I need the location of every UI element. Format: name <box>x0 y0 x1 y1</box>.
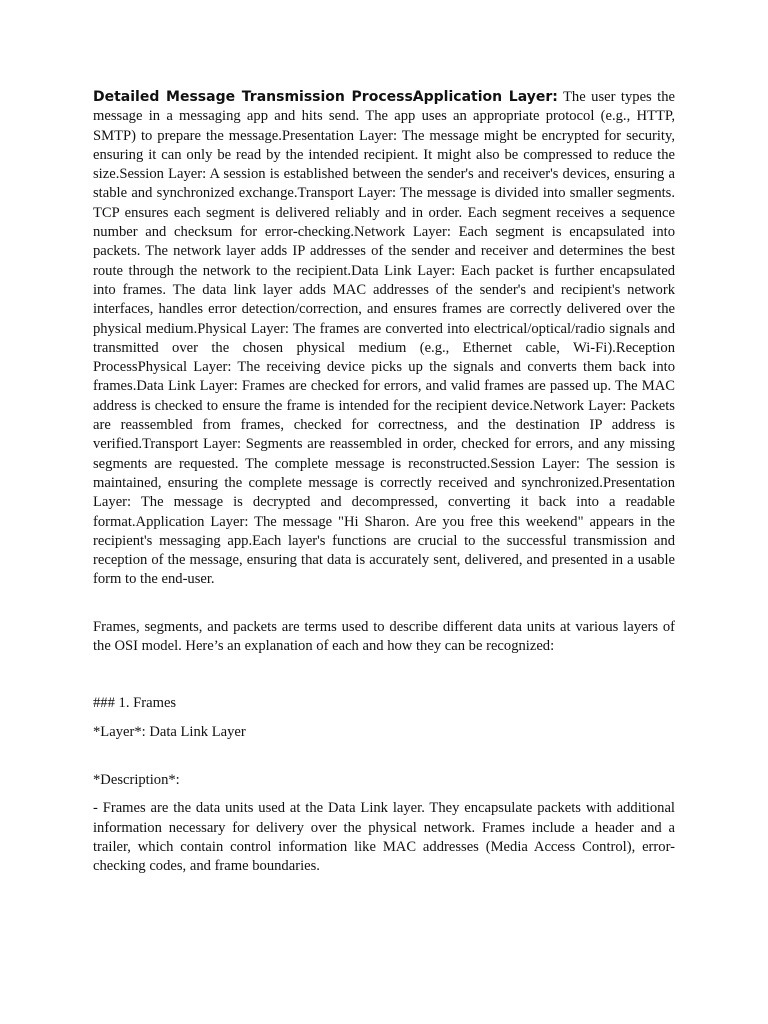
description-label: *Description*: <box>93 771 180 788</box>
intro-body-text: The user types the message in a messaging app and hits send. The app uses an appropriate protocol (e.g., HTTP, SMTP) to prepare the message.Presentation Layer: The message might be encrypted for security, ensuring it can only be read by the intended recipient. It might also be compressed to reduce the size.Session Layer: A session is established between the sender's and receiver's devices, ensuring a stable and synchronized exchange.Transport Layer: The message is divided into smaller segments. TCP ensures each segment is delivered reliably and in order. Each segment receives a sequence number and checksum for error-checking.Network Layer: Each segment is encapsulated into packets. The network layer adds IP addresses of the sender and receiver and determines the best route through the network to the recipient.Data Link Layer: Each packet is further encapsulated into frames. The data link layer adds MAC addresses of the sender's and recipient's network interfaces, handles error detection/correction, and ensures frames are correctly delivered over the physical medium.Physical Layer: The frames are converted into electrical/optical/radio signals and transmitted over the chosen physical medium (e.g., Ethernet cable, Wi-Fi).Reception ProcessPhysical Layer: The receiving device picks up the signals and converts them back into frames.Data Link Layer: Frames are checked for errors, and valid frames are passed up. The MAC address is checked to ensure the frame is intended for the recipient device.Network Layer: Packets are reassembled from frames, checked for correctness, and the destination IP address is verified.Transport Layer: Segments are reassembled in order, checked for errors, and any missing segments are requested. The complete message is reconstructed.Session Layer: The session is maintained, ensuring the complete message is correctly received and synchronized.Presentation Layer: The message is decrypted and decompressed, converting it back into a readable format.Application Layer: The message "Hi Sharon. Are you free this weekend" appears in the recipient's messaging app.Each layer's functions are crucial to the successful transmission and reception of the message, ensuring that data is accurately sent, delivered, and presented in a usable form to the end-user. <box>93 89 675 588</box>
description-text: - Frames are the data units used at the Data Link layer. They encapsulate packets with additional information necessary for delivery over the physical network. Frames include a header and a trailer, which contain control information like MAC addresses (Media Access Control), error-checking codes, and frame boundaries. <box>93 800 675 875</box>
frames-section-title: ### 1. Frames <box>93 695 177 712</box>
frames-intro-paragraph: Frames, segments, and packets are terms used to describe different data units at various layers of the OSI model. Here’s an explanation of each and how they can be recognized: <box>93 618 675 655</box>
spacer <box>93 714 675 723</box>
document-page <box>93 88 675 876</box>
layer-line: *Layer*: Data Link Layer <box>93 723 246 740</box>
intro-paragraph <box>93 88 675 590</box>
spacer <box>93 742 675 771</box>
section-heading: Detailed Message Transmission ProcessApplication Layer: <box>93 89 558 105</box>
spacer <box>93 656 675 694</box>
spacer <box>93 790 675 799</box>
spacer <box>93 590 675 618</box>
